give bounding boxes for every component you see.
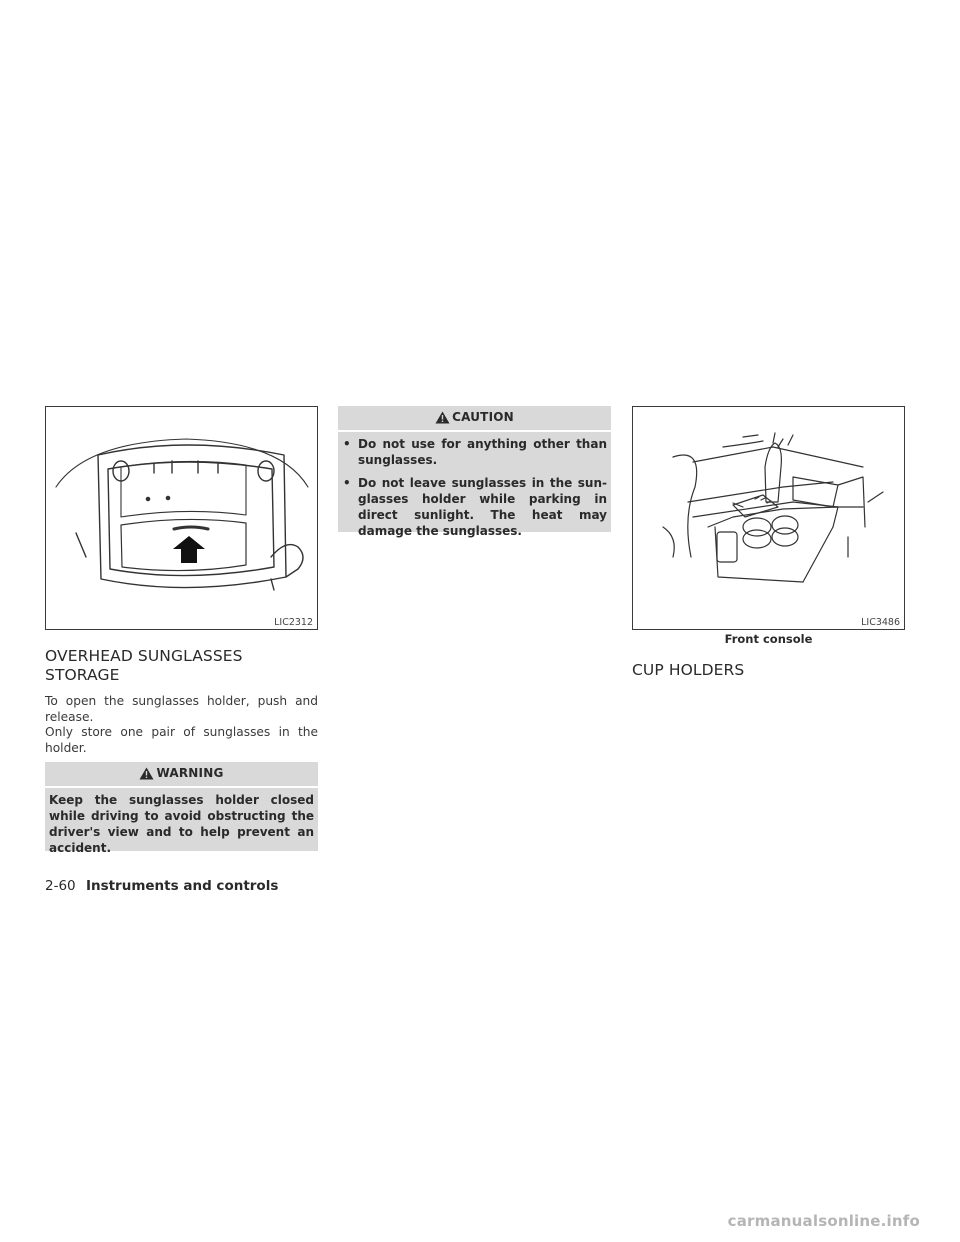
warning-header: [45, 762, 318, 784]
caution-header: [338, 406, 611, 428]
section-heading-cup-holders: CUP HOLDERS: [632, 660, 745, 679]
list-item: [342, 475, 607, 539]
bullet-marker: •: [343, 476, 351, 490]
chapter-title: Instruments and controls: [85, 878, 279, 894]
warning-text: Keep the sunglasses holder closed while driving to avoid obstructing the driver's view and to help prevent an accident.: [49, 793, 314, 855]
watermark: carmanualsonline.info: [727, 1212, 920, 1230]
list-item: [342, 436, 607, 468]
bullet-marker: •: [343, 437, 351, 451]
figure-code: LIC3486: [861, 617, 900, 628]
front-console-figure: [632, 406, 905, 630]
warning-triangle-icon: [435, 411, 450, 424]
paragraph-open-holder: To open the sunglasses holder, push and release.: [45, 694, 318, 725]
caution-box: [338, 406, 611, 538]
overhead-console-illustration: [46, 407, 319, 631]
warning-divider: [45, 786, 318, 788]
warning-title: WARNING: [156, 766, 224, 780]
front-console-illustration: [633, 407, 906, 631]
caution-item-text: Do not leave sunglasses in the sun-glasses holder while parking in direct sunlight. The heat may damage the sunglasses.: [358, 476, 607, 538]
paragraph-store-one-pair: Only store one pair of sunglasses in the holder.: [45, 725, 318, 756]
caution-item-text: Do not use for anything other than sunglasses.: [358, 437, 607, 467]
figure-code: LIC2312: [274, 617, 313, 628]
caution-title: CAUTION: [452, 410, 514, 424]
warning-triangle-icon: [139, 767, 154, 780]
figure-caption: Front console: [724, 632, 813, 646]
caution-divider: [338, 430, 611, 432]
warning-box: [45, 762, 318, 855]
page-number: 2-60: [45, 878, 76, 894]
caution-list: [342, 436, 607, 546]
page-footer: [45, 878, 278, 894]
arrow-up-icon: [173, 536, 205, 563]
section-heading-overhead-storage: OVERHEAD SUNGLASSES STORAGE: [45, 646, 243, 684]
overhead-holder-figure: [45, 406, 318, 630]
